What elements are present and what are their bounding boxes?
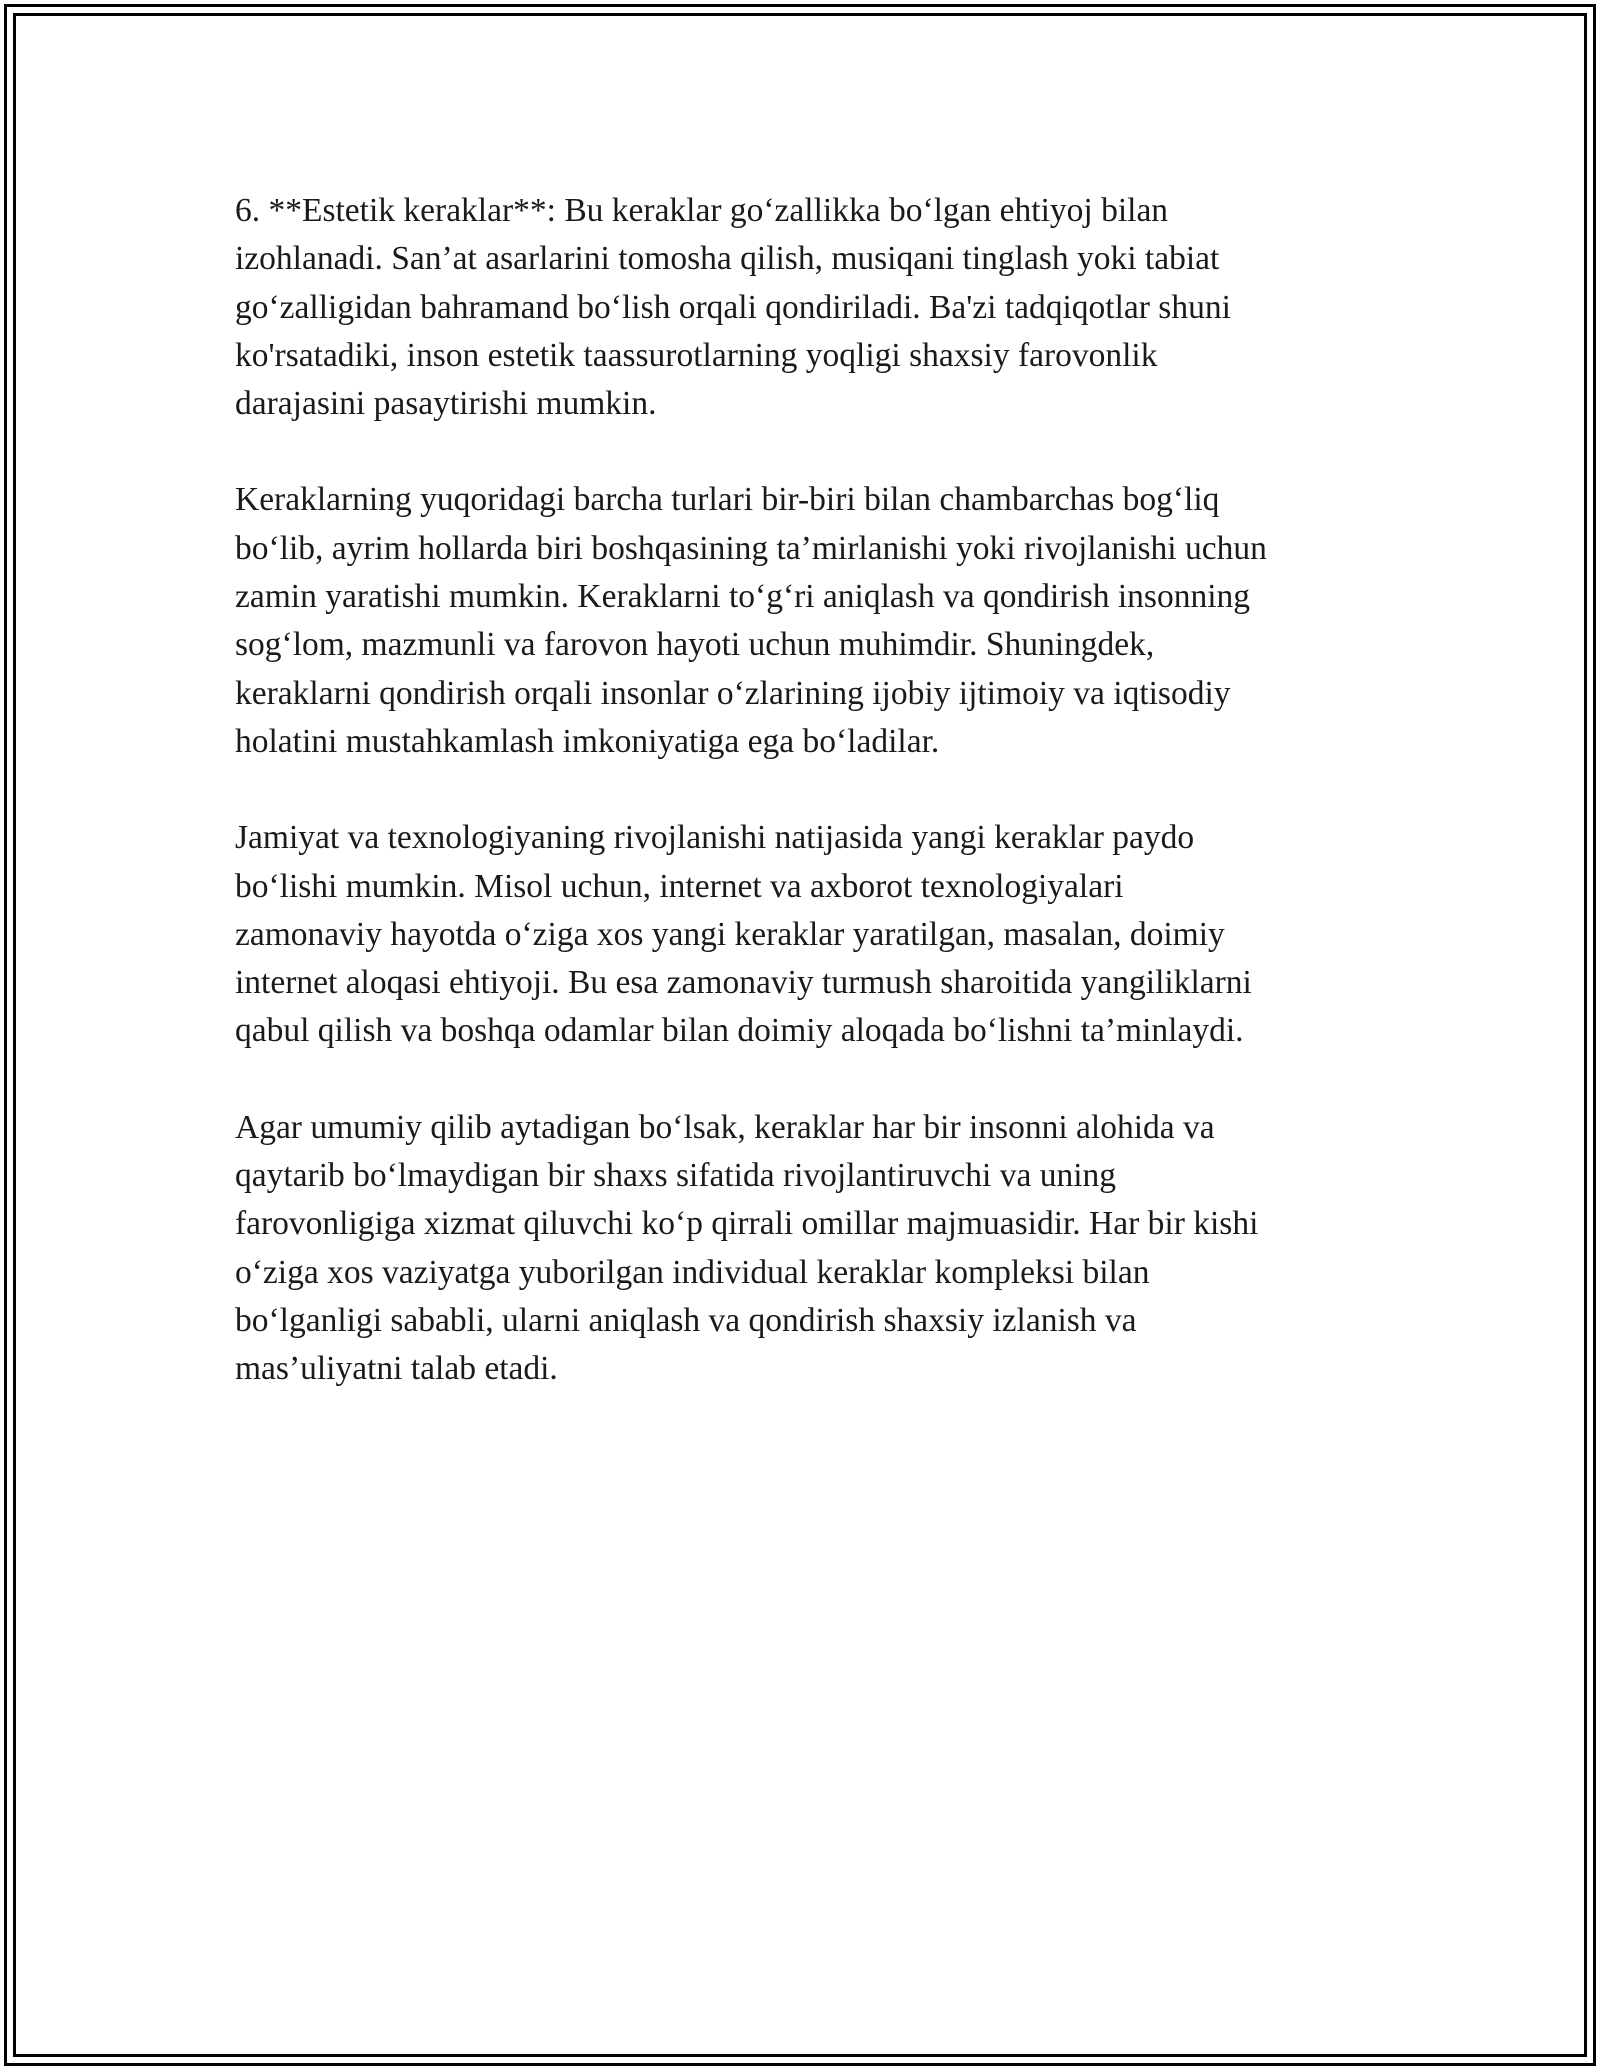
- text-line: 6. **Estetik keraklar**: Bu keraklar go‘zallikka bo‘lgan ehtiyoj bilan: [235, 192, 1169, 229]
- document-body: [235, 187, 1375, 1442]
- text-line: bo‘lishi mumkin. Misol uchun, internet va axborot texnologiyalari: [235, 867, 1124, 905]
- paragraph-aesthetic-needs: [235, 187, 1375, 428]
- text-line: sog‘lom, mazmunli va farovon hayoti uchun muhimdir. Shuningdek,: [235, 626, 1155, 664]
- text-line: darajasini pasaytirishi mumkin.: [235, 385, 657, 423]
- paragraph-technology: [235, 814, 1375, 1055]
- text-line: bo‘lganligi sababli, ularni aniqlash va qondirish shaxsiy izlanish va: [235, 1301, 1137, 1339]
- text-line: keraklarni qondirish orqali insonlar o‘zlarining ijobiy ijtimoiy va iqtisodiy: [235, 674, 1231, 712]
- text-line: o‘ziga xos vaziyatga yuborilgan individual keraklar kompleksi bilan: [235, 1253, 1150, 1291]
- text-line: bo‘lib, ayrim hollarda biri boshqasining ta’mirlanishi yoki rivojlanishi uchun: [235, 529, 1267, 567]
- paragraph-interconnection: [235, 476, 1375, 766]
- text-line: farovonligiga xizmat qiluvchi ko‘p qirrali omillar majmuasidir. Har bir kishi: [235, 1205, 1259, 1243]
- text-line: Jamiyat va texnologiyaning rivojlanishi natijasida yangi keraklar paydo: [235, 819, 1195, 857]
- text-line: holatini mustahkamlash imkoniyatiga ega bo‘ladilar.: [235, 722, 940, 760]
- text-line: internet aloqasi ehtiyoji. Bu esa zamonaviy turmush sharoitida yangiliklarni: [235, 964, 1252, 1002]
- text-line: ko'rsatadiki, inson estetik taassurotlarning yoqligi shaxsiy farovonlik: [235, 336, 1158, 374]
- text-line: Keraklarning yuqoridagi barcha turlari bir-biri bilan chambarchas bog‘liq: [235, 481, 1220, 519]
- text-line: qabul qilish va boshqa odamlar bilan doimiy aloqada bo‘lishni ta’minlaydi.: [235, 1012, 1244, 1050]
- text-line: qaytarib bo‘lmaydigan bir shaxs sifatida rivojlantiruvchi va uning: [235, 1157, 1117, 1195]
- text-line: izohlanadi. San’at asarlarini tomosha qilish, musiqani tinglash yoki tabiat: [235, 240, 1220, 278]
- text-line: zamonaviy hayotda o‘ziga xos yangi keraklar yaratilgan, masalan, doimiy: [235, 915, 1225, 953]
- paragraph-conclusion: [235, 1104, 1375, 1394]
- text-line: Agar umumiy qilib aytadigan bo‘lsak, keraklar har bir insonni alohida va: [235, 1108, 1215, 1146]
- text-line: zamin yaratishi mumkin. Keraklarni to‘g‘ri aniqlash va qondirish insonning: [235, 578, 1251, 616]
- text-line: go‘zalligidan bahramand bo‘lish orqali qondiriladi. Ba'zi tadqiqotlar shuni: [235, 288, 1231, 326]
- text-line: mas’uliyatni talab etadi.: [235, 1350, 558, 1388]
